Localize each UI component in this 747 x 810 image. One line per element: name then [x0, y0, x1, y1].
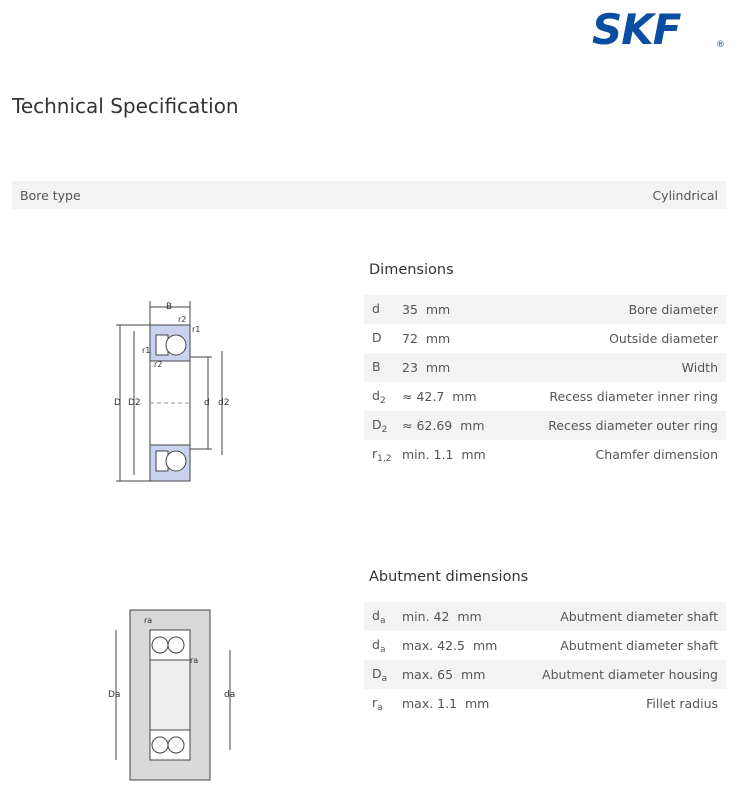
spec-description: Recess diameter outer ring	[548, 418, 718, 433]
spec-value: 23 mm	[402, 360, 451, 375]
dimensions-title: Dimensions	[369, 262, 454, 278]
spec-row	[364, 602, 726, 631]
spec-description: Abutment diameter shaft	[560, 638, 718, 653]
label-da: da	[224, 690, 236, 700]
spec-row	[364, 631, 726, 660]
spec-value: max. 1.1 mm	[402, 696, 490, 711]
spec-value: ≈ 42.7 mm	[402, 389, 477, 404]
spec-description: Abutment diameter housing	[542, 667, 718, 682]
bore-type-value: Cylindrical	[652, 187, 718, 203]
label-r1-left: r1	[142, 346, 151, 355]
label-D: D	[114, 398, 121, 408]
spec-symbol: $r_a$	[372, 694, 383, 713]
spec-row	[364, 353, 726, 382]
spec-row	[364, 440, 726, 469]
spec-row	[364, 411, 726, 440]
spec-symbol: $d_2$	[372, 387, 386, 406]
bore-type-row	[12, 181, 726, 209]
spec-description: Abutment diameter shaft	[560, 609, 718, 624]
spec-symbol: $d_a$	[372, 607, 386, 626]
dimensions-drawing	[100, 295, 250, 485]
label-r1-top: r1	[192, 325, 201, 334]
spec-value: 72 mm	[402, 331, 451, 346]
spec-row	[364, 324, 726, 353]
spec-symbol: $D_2$	[372, 416, 388, 435]
label-Da: Da	[108, 690, 121, 700]
spec-symbol: d	[372, 300, 380, 316]
label-r2-top: r2	[178, 315, 187, 324]
spec-value: 35 mm	[402, 302, 451, 317]
spec-symbol: D	[372, 329, 382, 345]
abutment-table	[364, 602, 726, 718]
spec-description: Bore diameter	[628, 302, 718, 317]
spec-symbol: $r_{1,2}$	[372, 445, 392, 464]
spec-description: Recess diameter inner ring	[549, 389, 718, 404]
dimensions-table	[364, 295, 726, 469]
spec-symbol: $D_a$	[372, 665, 388, 684]
spec-row	[364, 382, 726, 411]
label-r2-left: r2	[154, 360, 163, 369]
skf-logo-text: SKF	[592, 10, 681, 52]
label-ra-top: ra	[144, 616, 153, 625]
label-d2: d2	[218, 398, 230, 408]
spec-description: Outside diameter	[609, 331, 718, 346]
spec-description: Chamfer dimension	[595, 447, 718, 462]
spec-description: Fillet radius	[646, 696, 718, 711]
spec-value: max. 65 mm	[402, 667, 486, 682]
svg-text:®: ®	[716, 40, 725, 50]
spec-value: max. 42.5 mm	[402, 638, 498, 653]
spec-row	[364, 295, 726, 324]
spec-row	[364, 689, 726, 718]
spec-symbol: $d_a$	[372, 636, 386, 655]
spec-value: min. 1.1 mm	[402, 447, 486, 462]
spec-row	[364, 660, 726, 689]
label-D2: D2	[128, 398, 141, 408]
abutment-title: Abutment dimensions	[369, 569, 529, 585]
abutment-drawing	[100, 605, 250, 795]
page-title: Technical Specification	[12, 94, 239, 118]
label-d: d	[204, 398, 210, 408]
label-ra-mid: ra	[190, 656, 199, 665]
skf-logo	[592, 10, 728, 52]
spec-description: Width	[681, 360, 718, 375]
label-B: B	[166, 302, 173, 312]
bore-type-label: Bore type	[20, 187, 81, 203]
spec-value: min. 42 mm	[402, 609, 482, 624]
spec-symbol: B	[372, 358, 381, 374]
spec-value: ≈ 62.69 mm	[402, 418, 485, 433]
